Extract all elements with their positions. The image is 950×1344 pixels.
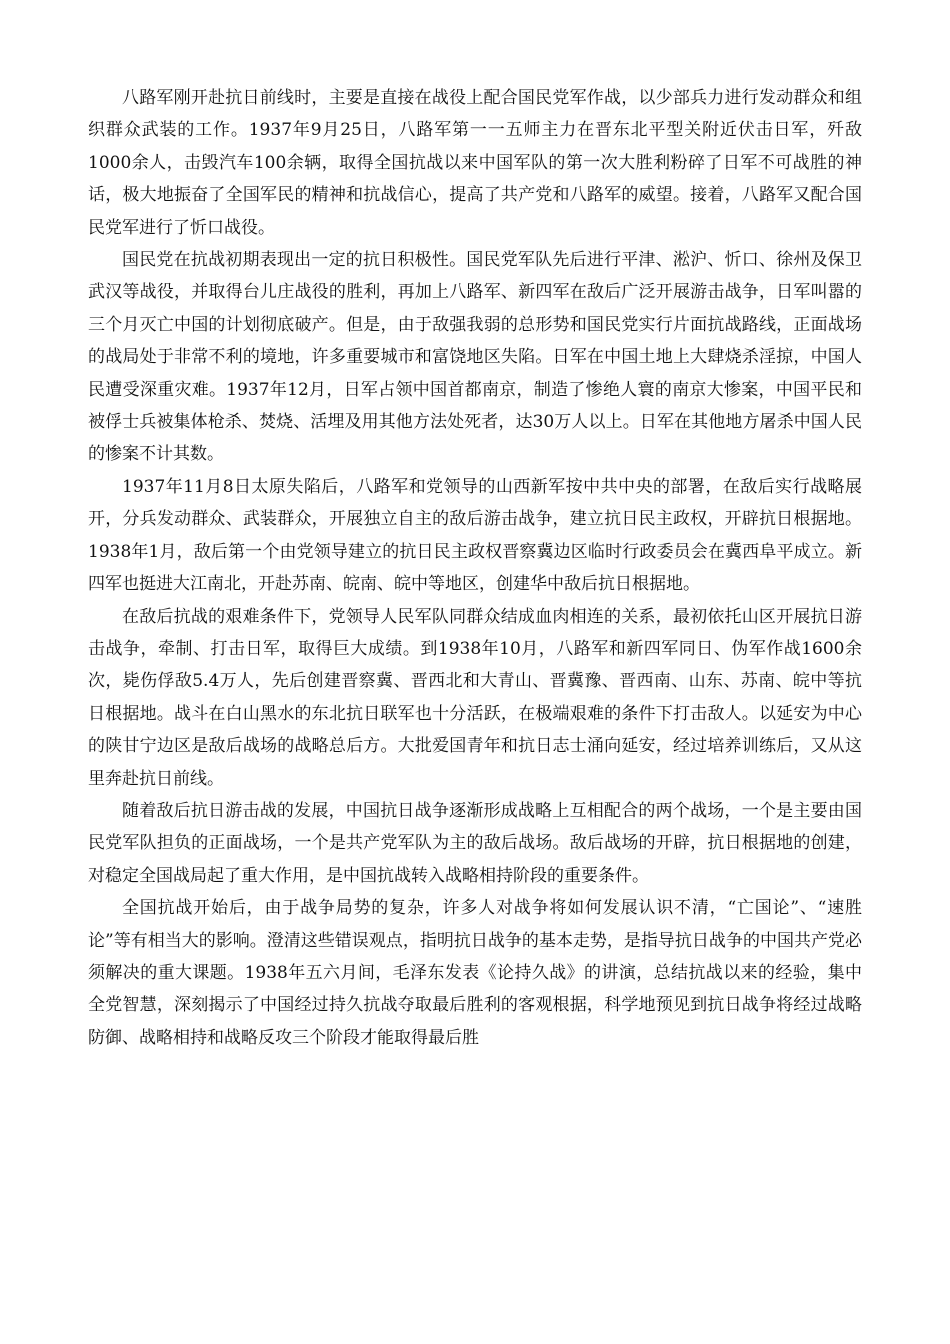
paragraph-2: 国民党在抗战初期表现出一定的抗日积极性。国民党军队先后进行平津、淞沪、忻口、徐州及保卫武汉等战役，并取得台儿庄战役的胜利，再加上八路军、新四军在敌后广泛开展游击战争，日军叫嚣的三个月灭亡中国的计划彻底破产。但是，由于敌强我弱的总形势和国民党实行片面抗战路线，正面战场的战局处于非常不利的境地，许多重要城市和富饶地区失陷。日军在中国土地上大肆烧杀淫掠，中国人民遭受深重灾难。1937年12月，日军占领中国首都南京，制造了惨绝人寰的南京大惨案，中国平民和被俘士兵被集体枪杀、焚烧、活埋及用其他方法处死者，达30万人以上。日军在其他地方屠杀中国人民的惨案不计其数。 [88,250,862,465]
document-page [88,82,862,1054]
paragraph-4: 在敌后抗战的艰难条件下，党领导人民军队同群众结成血肉相连的关系，最初依托山区开展抗日游击战争，牵制、打击日军，取得巨大成绩。到1938年10月，八路军和新四军同日、伪军作战1600余次，毙伤俘敌5.4万人，先后创建晋察冀、晋西北和大青山、晋冀豫、晋西南、山东、苏南、皖中等抗日根据地。战斗在白山黑水的东北抗日联军也十分活跃，在极端艰难的条件下打击敌人。以延安为中心的陕甘宁边区是敌后战场的战略总后方。大批爱国青年和抗日志士涌向延安，经过培养训练后，又从这里奔赴抗日前线。 [88,606,862,789]
paragraph-1: 八路军刚开赴抗日前线时，主要是直接在战役上配合国民党军作战，以少部兵力进行发动群众和组织群众武装的工作。1937年9月25日，八路军第一一五师主力在晋东北平型关附近伏击日军，歼敌1000余人，击毁汽车100余辆，取得全国抗战以来中国军队的第一次大胜利粉碎了日军不可战胜的神话，极大地振奋了全国军民的精神和抗战信心，提高了共产党和八路军的威望。接着，八路军又配合国民党军进行了忻口战役。 [88,88,862,238]
paragraph-5: 随着敌后抗日游击战的发展，中国抗日战争逐渐形成战略上互相配合的两个战场，一个是主要由国民党军队担负的正面战场，一个是共产党军队为主的敌后战场。敌后战场的开辟，抗日根据地的创建，对稳定全国战局起了重大作用，是中国抗战转入战略相持阶段的重要条件。 [88,800,862,886]
paragraph-3: 1937年11月8日太原失陷后，八路军和党领导的山西新军按中共中央的部署，在敌后实行战略展开，分兵发动群众、武装群众，开展独立自主的敌后游击战争，建立抗日民主政权，开辟抗日根据地。1938年1月，敌后第一个由党领导建立的抗日民主政权晋察冀边区临时行政委员会在冀西阜平成立。新四军也挺进大江南北，开赴苏南、皖南、皖中等地区，创建华中敌后抗日根据地。 [88,476,862,595]
paragraph-6: 全国抗战开始后，由于战争局势的复杂，许多人对战争将如何发展认识不清，“亡国论”、“速胜论”等有相当大的影响。澄清这些错误观点，指明抗日战争的基本走势，是指导抗日战争的中国共产党必须解决的重大课题。1938年五六月间，毛泽东发表《论持久战》的讲演，总结抗战以来的经验，集中全党智慧，深刻揭示了中国经过持久抗战夺取最后胜利的客观根据，科学地预见到抗日战争将经过战略防御、战略相持和战略反攻三个阶段才能取得最后胜 [88,898,862,1048]
